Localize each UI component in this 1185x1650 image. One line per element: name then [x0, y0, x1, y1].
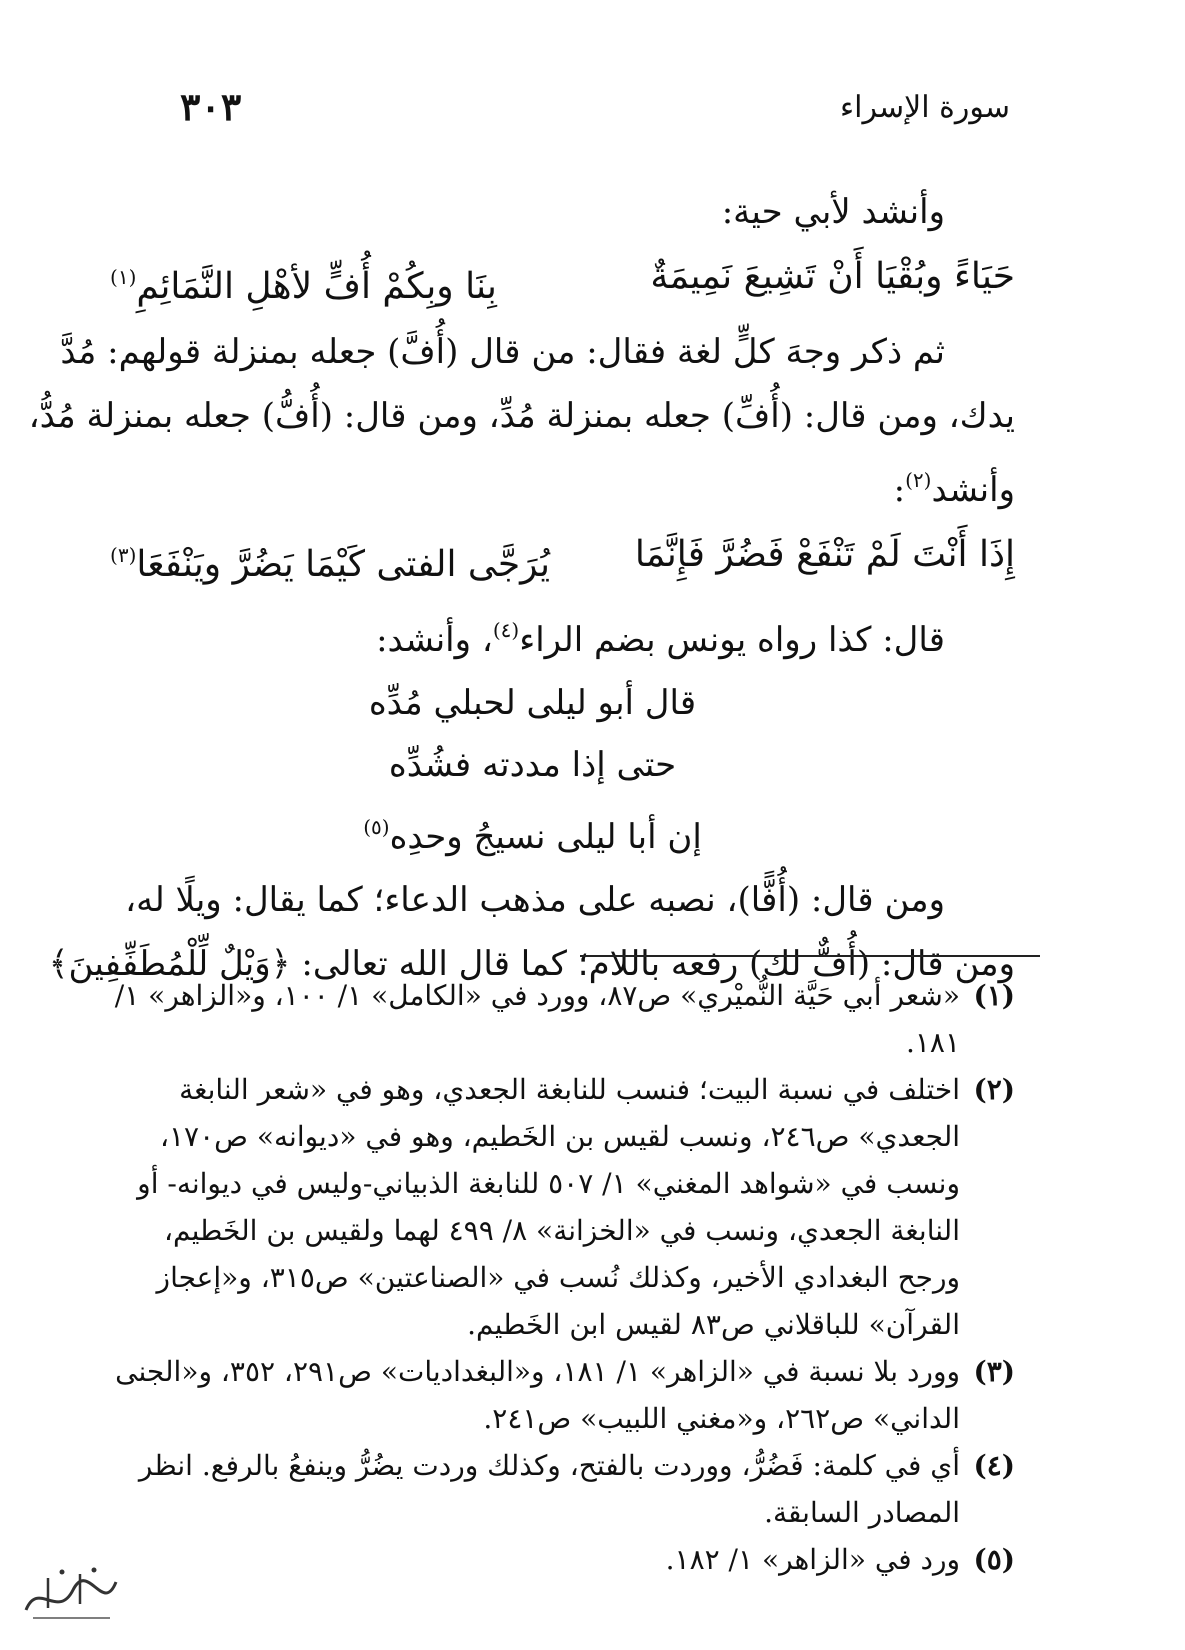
page-number: ٣٠٣	[180, 84, 242, 129]
text-line: ومن قال: (أُفٌّ لك) رفعه باللام؛ كما قال الله تعالى: ﴿وَيْلٌ لِّلْمُطَفِّفِينَ﴾	[48, 944, 1015, 984]
footnote-text: اختلف في نسبة البيت؛ فنسب للنابغة الجعدي، وهو في «شعر النابغة الجعدي» ص٢٤٦، ونسب لقيس بن الخَطيم، وهو في «ديوانه» ص١٧٠، ونسب في «شواهد المغني» ١/ ٥٠٧ للنابغة الذبياني-وليس في ديوانه- أو النابغة الجعدي، ونسب في «الخزانة» ٨/ ٤٩٩ لهما ولقيس بن الخَطيم، ورجح البغدادي الأخير، وكذلك نُسب في «الصناعتين» ص٣١٥، و«إعجاز القرآن» للباقلاني ص٨٣ لقيس ابن الخَطيم.	[137, 1073, 960, 1341]
verse-hemistich: حَيَاءً وبُقْيَا أَنْ تَشِيعَ نَمِيمَةٌ	[650, 256, 1015, 297]
footnote	[110, 1536, 1015, 1583]
footnote-number: (٤)	[973, 1449, 1015, 1482]
verse-hemistich-text: بِنَا وبِكُمْ أُفٍّ لأهْلِ النَّمَائِمِ	[136, 266, 497, 307]
footnote	[110, 1066, 1015, 1348]
footnote-number: (٣)	[973, 1355, 1015, 1388]
text-line: وأنشد لأبي حية:	[721, 192, 945, 232]
text-fragment: وأنشد	[931, 470, 1015, 510]
text-fragment: ، وأنشد:	[376, 620, 493, 660]
footnote-marker[interactable]: (٥)	[363, 815, 390, 839]
page-header-title: سورة الإسراء	[840, 90, 1010, 125]
verse-line	[110, 522, 1015, 598]
footnote	[110, 1442, 1015, 1536]
rajaz-line: قال أبو ليلى لحبلي مُدِّه	[368, 683, 697, 723]
verse-hemistich	[110, 244, 497, 320]
verse-line	[110, 244, 1015, 320]
verse-hemistich: إِذَا أَنْتَ لَمْ تَنْفَعْ فَضُرَّ فَإِنَّمَا	[634, 534, 1015, 575]
footnote-marker[interactable]: (٤)	[492, 618, 520, 642]
footnote-text: ورد في «الزاهر» ١/ ١٨٢.	[665, 1543, 960, 1576]
footnote	[110, 1348, 1015, 1442]
verse-hemistich	[110, 522, 550, 598]
footnote-number: (٢)	[973, 1073, 1015, 1106]
rajaz-line	[110, 796, 1015, 868]
rajaz-line: حتى إذا مددته فشُدِّه	[388, 745, 677, 785]
text-fragment: قال: كذا رواه يونس بضم الراء	[519, 620, 945, 660]
text-line	[110, 598, 1015, 672]
footnotes	[110, 972, 1015, 1583]
footnote-number: (١)	[973, 979, 1015, 1012]
text-fragment: :	[893, 470, 906, 510]
verse-hemistich-text: يُرَجَّى الفتى كَيْمَا يَضُرَّ ويَنْفَعَا	[136, 544, 551, 585]
rajaz-text: إن أبا ليلى نسيجُ وحدِه	[389, 817, 702, 857]
calligraphy-logo	[18, 1560, 123, 1630]
footnote-text: «شعر أبي حَيَّة النُّميْري» ص٨٧، وورد في «الكامل» ١/ ١٠٠، و«الزاهر» ١/ ١٨١.	[114, 979, 960, 1059]
footnote-number: (٥)	[973, 1543, 1015, 1576]
text-line: يدك، ومن قال: (أُفِّ) جعله بمنزلة مُدِّ، ومن قال: (أُفُّ) جعله بمنزلة مُدُّ،	[28, 396, 1015, 436]
footnote-marker[interactable]: (٣)	[110, 543, 137, 567]
text-line	[110, 448, 1015, 522]
main-text	[28, 180, 1015, 996]
footnote-divider	[580, 955, 1040, 957]
footnote-marker[interactable]: (٢)	[905, 468, 932, 492]
footnote	[110, 972, 1015, 1066]
text-line: ومن قال: (أُفًّا)، نصبه على مذهب الدعاء؛ كما يقال: ويلًا له،	[125, 880, 945, 920]
text-line: ثم ذكر وجهَ كلٍّ لغة فقال: من قال (أُفَّ) جعله بمنزلة قولهم: مُدَّ	[60, 332, 945, 372]
footnote-marker[interactable]: (١)	[110, 265, 137, 289]
footnote-text: أي في كلمة: فَضُرُّ، ووردت بالفتح، وكذلك وردت يضُرُّ وينفعُ بالرفع. انظر المصادر السابقة.	[138, 1449, 960, 1529]
footnote-text: وورد بلا نسبة في «الزاهر» ١/ ١٨١، و«البغداديات» ص٢٩١، ٣٥٢، و«الجنى الداني» ص٢٦٢، و«مغني اللبيب» ص٢٤١.	[115, 1355, 960, 1435]
